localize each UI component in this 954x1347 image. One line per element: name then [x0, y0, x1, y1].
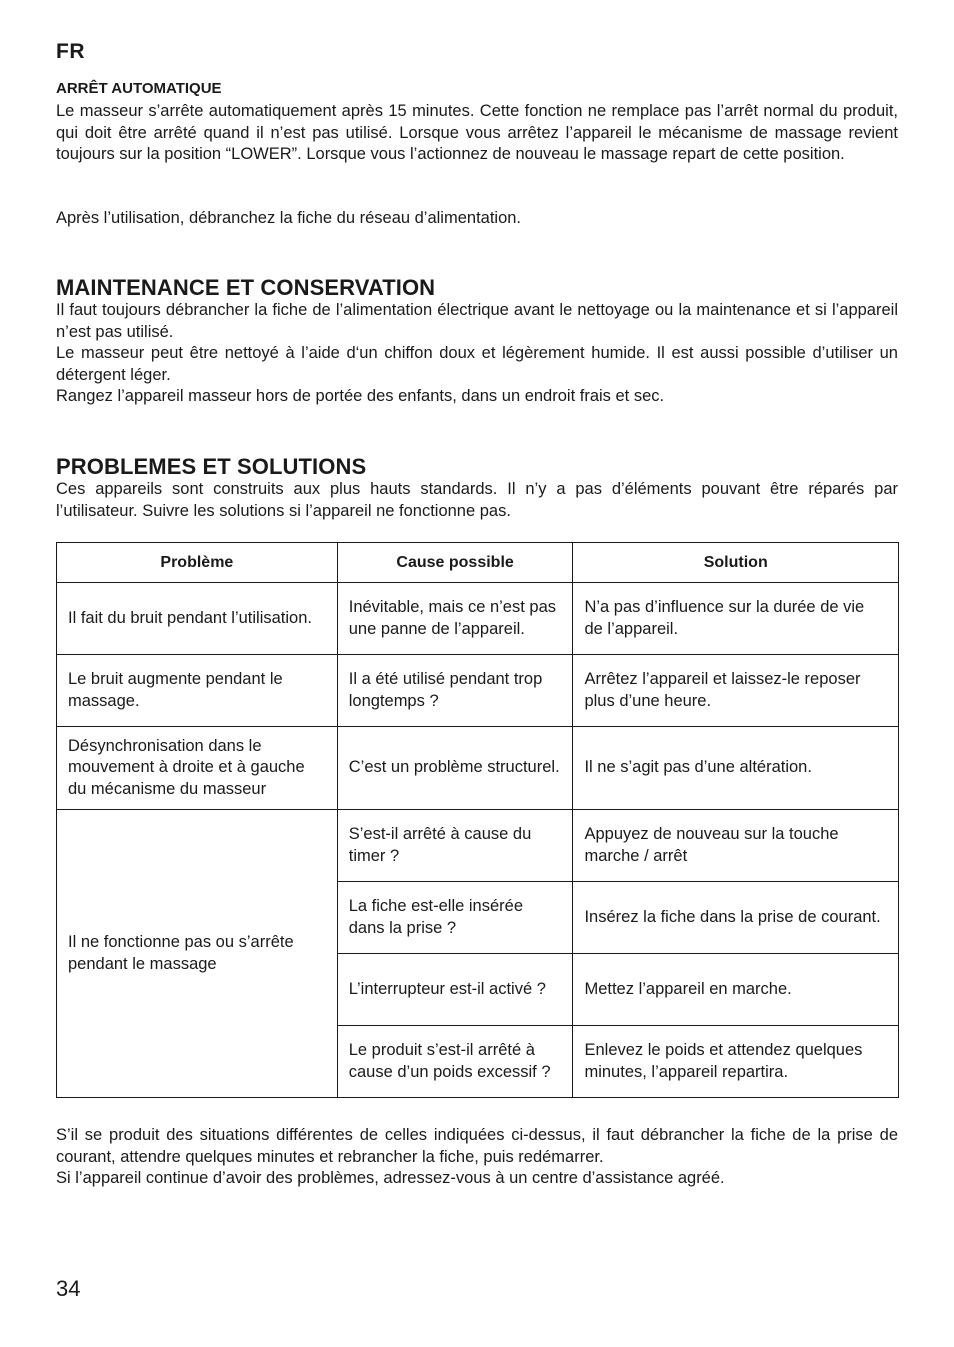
header-solution: Solution: [573, 543, 899, 583]
language-label: FR: [56, 40, 85, 63]
solution-cell: N’a pas d’influence sur la durée de vie de l’appareil.: [573, 583, 899, 655]
cause-cell: Il a été utilisé pendant trop longtemps ?: [337, 655, 573, 727]
solution-cell: Appuyez de nouveau sur la touche marche / arrêt: [573, 810, 899, 882]
maintenance-paragraph-1: Il faut toujours débrancher la fiche de l’alimentation électrique avant le nettoyage ou la maintenance et si l’appareil n’est pas utilisé.: [56, 301, 898, 341]
problems-outro-2: Si l’appareil continue d’avoir des problèmes, adressez-vous à un centre d’assistance agréé.: [56, 1169, 725, 1187]
page-number: 34: [56, 1276, 81, 1301]
table-row: [57, 727, 899, 810]
auto-stop-paragraph: Le masseur s’arrête automatiquement après 15 minutes. Cette fonction ne remplace pas l’arrêt normal du produit, qui doit être arrêté quand il n’est pas utilisé. Lorsque vous arrêtez l’appareil le mécanisme de massage revient toujours sur la position “LOWER”. Lorsque vous l’actionnez de nouveau le massage repart de cette position.: [56, 102, 898, 164]
solution-cell: Insérez la fiche dans la prise de courant.: [573, 882, 899, 954]
header-cause: Cause possible: [337, 543, 573, 583]
problem-cell: Il ne fonctionne pas ou s’arrête pendant le massage: [57, 810, 338, 1098]
maintenance-title: MAINTENANCE ET CONSERVATION: [56, 275, 436, 300]
problems-title: PROBLEMES ET SOLUTIONS: [56, 454, 367, 479]
solution-cell: Arrêtez l’appareil et laissez-le reposer plus d’une heure.: [573, 655, 899, 727]
problems-outro-1: S’il se produit des situations différentes de celles indiquées ci-dessus, il faut débrancher la fiche de la prise de courant, attendre quelques minutes et rebrancher la fiche, puis redémarrer.: [56, 1126, 898, 1166]
solution-cell: Il ne s’agit pas d’une altération.: [573, 727, 899, 810]
cause-cell: Inévitable, mais ce n’est pas une panne de l’appareil.: [337, 583, 573, 655]
solution-cell: Mettez l’appareil en marche.: [573, 954, 899, 1026]
problem-cell: Le bruit augmente pendant le massage.: [57, 655, 338, 727]
cause-cell: Le produit s’est-il arrêté à cause d’un poids excessif ?: [337, 1026, 573, 1098]
table-row: [57, 655, 899, 727]
maintenance-paragraph-3: Rangez l’appareil masseur hors de portée des enfants, dans un endroit frais et sec.: [56, 387, 665, 405]
problem-cell: Il fait du bruit pendant l’utilisation.: [57, 583, 338, 655]
table-row: [57, 810, 899, 882]
table-header-row: [57, 543, 899, 583]
cause-cell: L’interrupteur est-il activé ?: [337, 954, 573, 1026]
troubleshooting-table: [56, 542, 899, 1098]
header-problem: Problème: [57, 543, 338, 583]
problems-intro: Ces appareils sont construits aux plus hauts standards. Il n’y a pas d’éléments pouvant être réparés par l’utilisateur. Suivre les solutions si l’appareil ne fonctionne pas.: [56, 480, 898, 520]
cause-cell: C’est un problème structurel.: [337, 727, 573, 810]
solution-cell: Enlevez le poids et attendez quelques minutes, l’appareil repartira.: [573, 1026, 899, 1098]
problem-cell: Désynchronisation dans le mouvement à droite et à gauche du mécanisme du masseur: [57, 727, 338, 810]
auto-stop-title: ARRÊT AUTOMATIQUE: [56, 80, 222, 97]
table-row: [57, 583, 899, 655]
cause-cell: La fiche est-elle insérée dans la prise ?: [337, 882, 573, 954]
auto-stop-unplug-paragraph: Après l’utilisation, débranchez la fiche du réseau d’alimentation.: [56, 209, 522, 227]
maintenance-paragraph-2: Le masseur peut être nettoyé à l’aide d‘un chiffon doux et légèrement humide. Il est aussi possible d’utiliser un détergent léger.: [56, 344, 898, 384]
cause-cell: S’est-il arrêté à cause du timer ?: [337, 810, 573, 882]
